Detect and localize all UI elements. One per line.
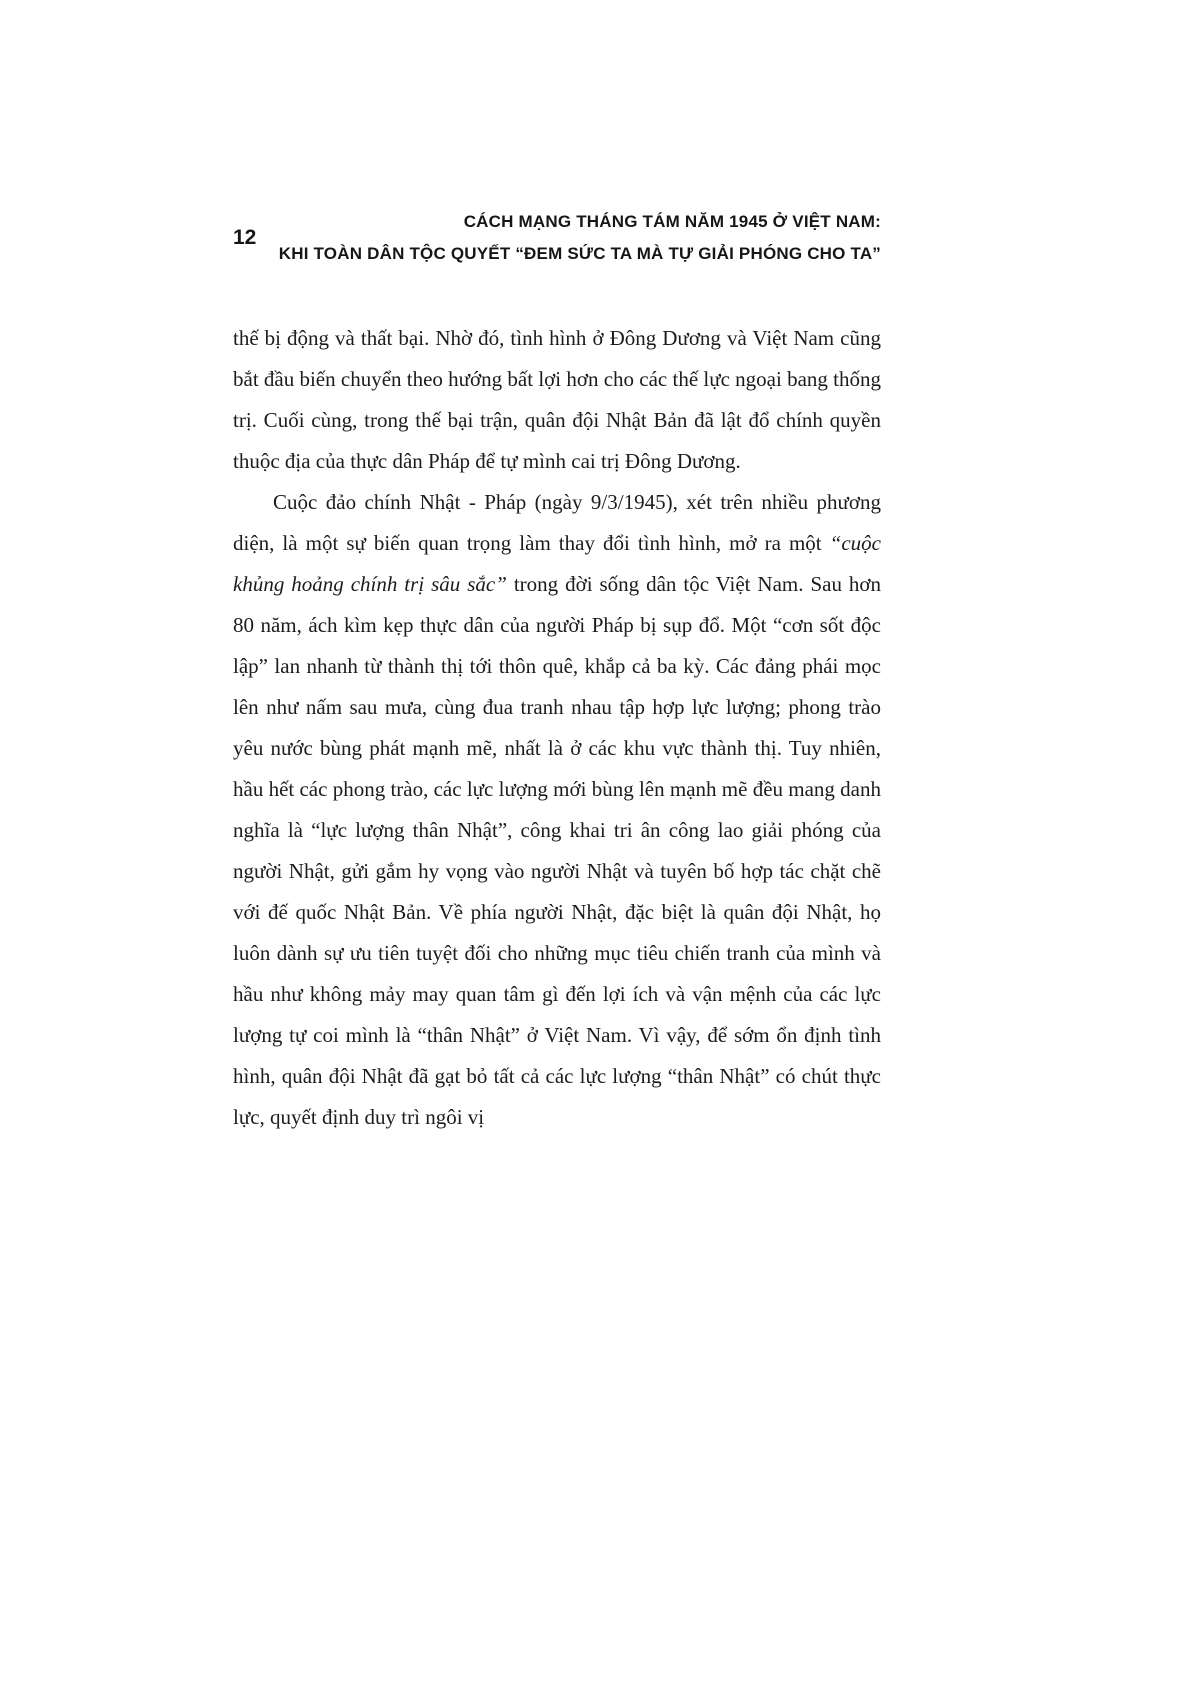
paragraph-2-italic-quote: “cuộc khủng hoảng chính trị sâu sắc” (233, 531, 881, 596)
paragraph-2 (233, 482, 881, 1138)
paragraph-1: thế bị động và thất bại. Nhờ đó, tình hình ở Đông Dương và Việt Nam cũng bắt đầu biến chuyển theo hướng bất lợi hơn cho các thế lực ngoại bang thống trị. Cuối cùng, trong thế bại trận, quân đội Nhật Bản đã lật đổ chính quyền thuộc địa của thực dân Pháp để tự mình cai trị Đông Dương. (233, 326, 881, 473)
chapter-title-line-1: CÁCH MẠNG THÁNG TÁM NĂM 1945 Ở VIỆT NAM: (463, 212, 881, 231)
chapter-title (256, 206, 881, 270)
running-header (233, 206, 881, 270)
chapter-title-line-2: KHI TOÀN DÂN TỘC QUYẾT “ĐEM SỨC TA MÀ TỰ GIẢI PHÓNG CHO TA” (278, 244, 881, 263)
paragraph-2-segment-3: trong đời sống dân tộc Việt Nam. Sau hơn 80 năm, ách kìm kẹp thực dân của người Pháp bị sụp đổ. Một “cơn sốt độc lập” lan nhanh từ thành thị tới thôn quê, khắp cả ba kỳ. Các đảng phái mọc lên như nấm sau mưa, cùng đua tranh nhau tập hợp lực lượng; phong trào yêu nước bùng phát mạnh mẽ, nhất là ở các khu vực thành thị. Tuy nhiên, hầu hết các phong trào, các lực lượng mới bùng lên mạnh mẽ đều mang danh nghĩa là “lực lượng thân Nhật”, công khai tri ân công lao giải phóng của người Nhật, gửi gắm hy vọng vào người Nhật và tuyên bố hợp tác chặt chẽ với đế quốc Nhật Bản. Về phía người Nhật, đặc biệt là quân đội Nhật, họ luôn dành sự ưu tiên tuyệt đối cho những mục tiêu chiến tranh của mình và hầu như không mảy may quan tâm gì đến lợi ích và vận mệnh của các lực lượng tự coi mình là “thân Nhật” ở Việt Nam. Vì vậy, để sớm ổn định tình hình, quân đội Nhật đã gạt bỏ tất cả các lực lượng “thân Nhật” có chút thực lực, quyết định duy trì ngôi vị (233, 572, 881, 1129)
page-number: 12 (233, 226, 257, 249)
body-text (233, 318, 881, 1138)
paragraph-2-segment-1: Cuộc đảo chính Nhật - Pháp (ngày 9/3/1945), xét trên nhiều phương diện, là một sự biến quan trọng làm thay đổi tình hình, mở ra một (233, 490, 881, 555)
